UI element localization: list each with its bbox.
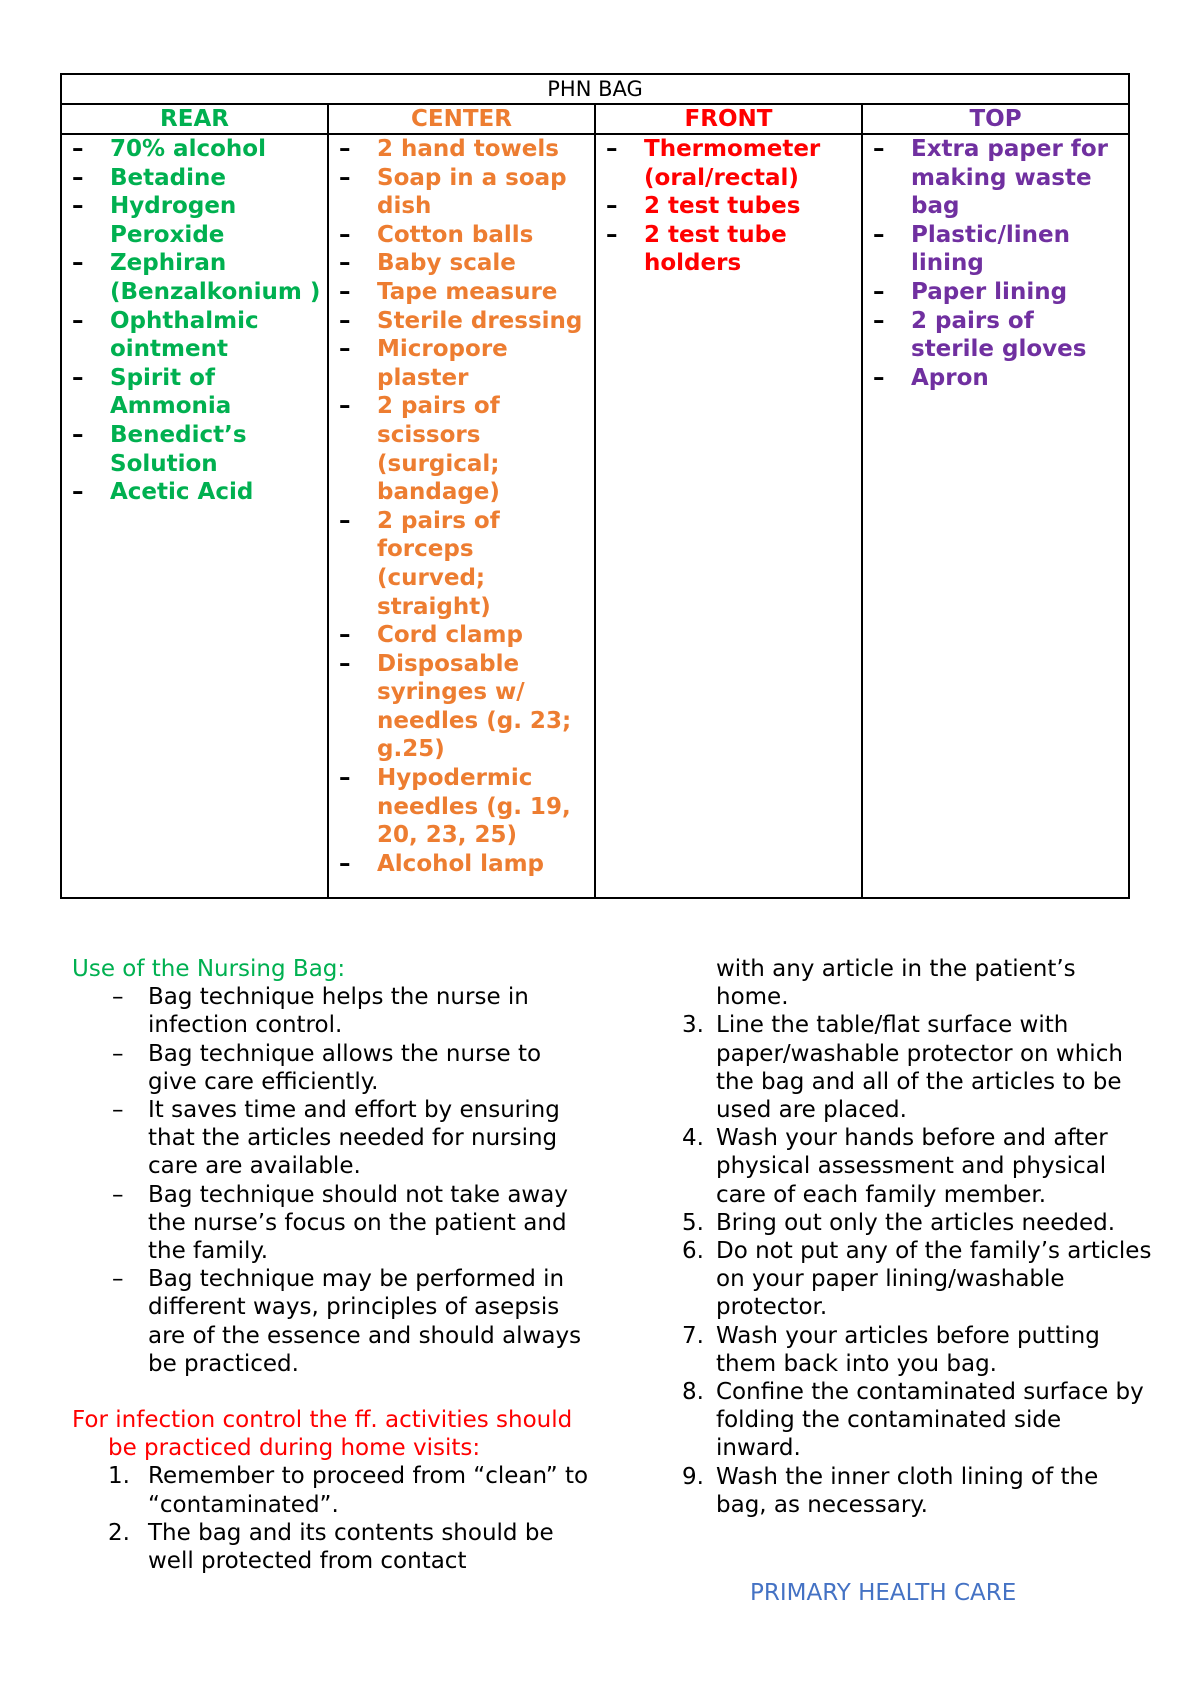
- list-item: – Hypodermic needles (g. 19, 20, 23, 25): [339, 764, 588, 850]
- right-text-column: [682, 955, 1152, 1519]
- table-title: PHN BAG: [61, 74, 1129, 104]
- list-item: – Cord clamp: [339, 621, 588, 650]
- list-item: [682, 1237, 1152, 1322]
- item-text: Wash your hands before and after physical assessment and physical care of each family member.: [716, 1125, 1108, 1208]
- item-continuation: with any article in the patient’s home.: [716, 956, 1076, 1011]
- column-header-rear: REAR: [61, 104, 328, 134]
- list-item: – Spirit of Ammonia: [72, 364, 321, 421]
- item-number: 3.: [682, 1012, 704, 1039]
- list-item: – Bag technique helps the nurse in infection control.: [72, 983, 592, 1039]
- list-item: – Bag technique allows the nurse to give care efficiently.: [72, 1040, 592, 1096]
- list-item: – 2 pairs of scissors (surgical; bandage): [339, 392, 588, 506]
- list-item: – Bag technique should not take away the nurse’s focus on the patient and the family.: [72, 1181, 592, 1266]
- list-item: – Tape measure: [339, 278, 588, 307]
- list-item: – Cotton balls: [339, 221, 588, 250]
- left-text-column: [72, 955, 592, 1575]
- item-text: The bag and its contents should be well protected from contact: [148, 1519, 554, 1575]
- footer-label: PRIMARY HEALTH CARE: [750, 1580, 1017, 1606]
- list-item: [682, 1463, 1152, 1519]
- list-item: [72, 1519, 592, 1575]
- infection-list-left: [72, 1462, 592, 1575]
- item-number: 4.: [682, 1125, 704, 1152]
- list-item: – 70% alcohol: [72, 135, 321, 164]
- list-item: – Baby scale: [339, 249, 588, 278]
- list-item: – 2 pairs of sterile gloves: [873, 307, 1122, 364]
- item-text: Line the table/flat surface with paper/washable protector on which the bag and all of the articles to be used are placed.: [716, 1012, 1123, 1124]
- item-number: 6.: [682, 1238, 704, 1265]
- center-items-cell: [328, 134, 595, 898]
- list-item: [682, 1124, 1152, 1209]
- item-text: Wash your articles before putting them back into you bag.: [716, 1322, 1100, 1377]
- list-item: – Apron: [873, 364, 1122, 393]
- list-item: – It saves time and effort by ensuring that the articles needed for nursing care are available.: [72, 1096, 592, 1181]
- list-item: – Disposable syringes w/ needles (g. 23; g.25): [339, 650, 588, 764]
- list-item: – Alcohol lamp: [339, 850, 588, 879]
- list-item: – Zephiran (Benzalkonium ): [72, 249, 321, 306]
- list-item: – Plastic/linen lining: [873, 221, 1122, 278]
- item-text: Do not put any of the family’s articles on your paper lining/washable protector.: [716, 1238, 1152, 1321]
- item-number: 7.: [682, 1322, 704, 1349]
- infection-section-title: For infection control the ff. activities should be practiced during home visits:: [72, 1407, 573, 1462]
- list-item: – Micropore plaster: [339, 335, 588, 392]
- top-items-list: [863, 135, 1128, 396]
- use-section-title: Use of the Nursing Bag:: [72, 956, 346, 982]
- list-item: – Paper lining: [873, 278, 1122, 307]
- item-text: Wash the inner cloth lining of the bag, as necessary.: [716, 1463, 1099, 1518]
- use-section-list: [72, 983, 592, 1378]
- list-item: [682, 1322, 1152, 1378]
- front-items-cell: [595, 134, 862, 898]
- item-number: 1.: [108, 1463, 130, 1490]
- list-item: [682, 1011, 1152, 1124]
- list-item: – 2 test tubes: [606, 192, 855, 221]
- item-text: Remember to proceed from “clean” to “contaminated”.: [148, 1463, 589, 1518]
- list-item: – Betadine: [72, 164, 321, 193]
- phn-bag-table: [60, 73, 1130, 899]
- rear-items-list: [62, 135, 327, 511]
- front-items-list: [596, 135, 861, 282]
- list-item: [682, 1378, 1152, 1463]
- list-item: – Acetic Acid: [72, 478, 321, 507]
- list-item: – Ophthalmic ointment: [72, 307, 321, 364]
- list-item: – Hydrogen Peroxide: [72, 192, 321, 249]
- column-header-center: CENTER: [328, 104, 595, 134]
- list-item: – Extra paper for making waste bag: [873, 135, 1122, 221]
- list-item: – Benedict’s Solution: [72, 421, 321, 478]
- column-header-top: TOP: [862, 104, 1129, 134]
- list-item: – Bag technique may be performed in different ways, principles of asepsis are of the essence and should always be practiced.: [72, 1265, 592, 1378]
- column-header-front: FRONT: [595, 104, 862, 134]
- list-item: – 2 test tube holders: [606, 221, 855, 278]
- list-item: [682, 1209, 1152, 1237]
- item-number: 8.: [682, 1379, 704, 1406]
- list-item: – Thermometer (oral/rectal): [606, 135, 855, 192]
- list-item: – 2 hand towels: [339, 135, 588, 164]
- center-items-list: [329, 135, 594, 882]
- list-item: – Soap in a soap dish: [339, 164, 588, 221]
- item-number: 5.: [682, 1209, 704, 1236]
- item-text: Bring out only the articles needed.: [716, 1209, 1116, 1236]
- list-item: [72, 1462, 592, 1518]
- list-item: – 2 pairs of forceps (curved; straight): [339, 507, 588, 621]
- item-number: 9.: [682, 1463, 704, 1490]
- infection-list-right: [682, 1011, 1152, 1519]
- list-item: – Sterile dressing: [339, 307, 588, 336]
- item-text: Confine the contaminated surface by folding the contaminated side inward.: [716, 1379, 1144, 1462]
- top-items-cell: [862, 134, 1129, 898]
- item-number: 2.: [108, 1519, 130, 1546]
- rear-items-cell: [61, 134, 328, 898]
